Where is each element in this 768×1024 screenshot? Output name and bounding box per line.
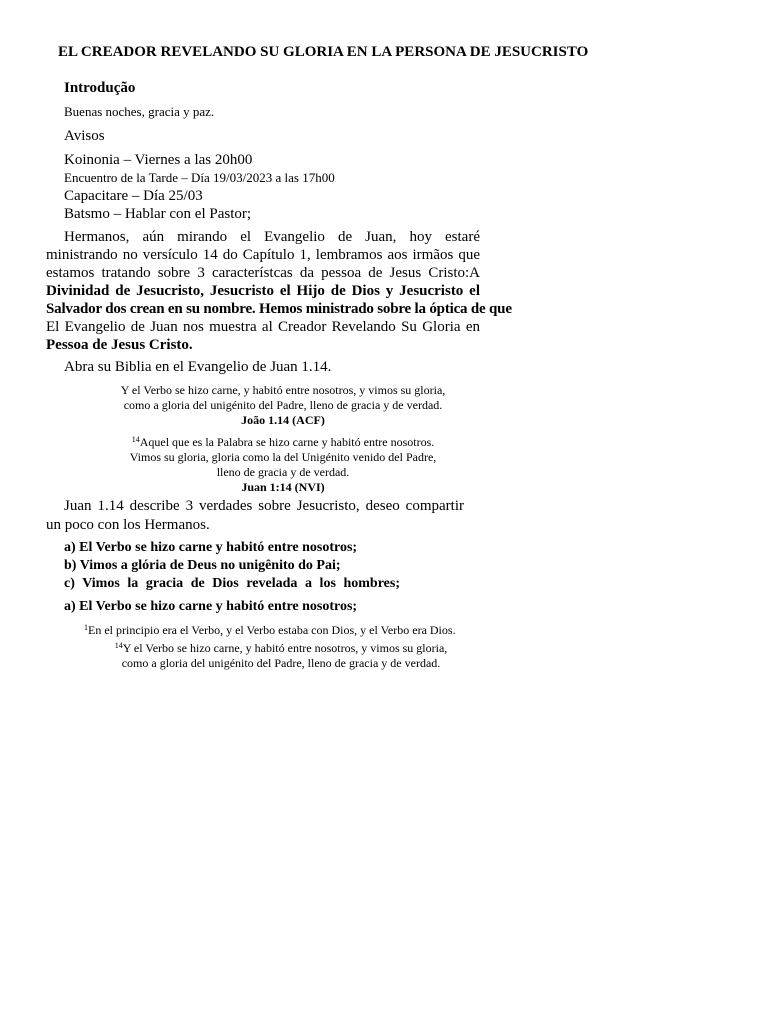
truth-item: c) Vimos la gracia de Dios revelada a los hombres;: [64, 576, 400, 591]
truth-item: b) Vimos a glória de Deus no unigênito do Pai;: [64, 558, 341, 573]
paragraph-line: estamos tratando sobre 3 característcas da pessoa de Jesus Cristo:A: [46, 265, 480, 281]
verse-reference: João 1.14 (ACF): [241, 413, 325, 427]
announcement-encuentro: Encuentro de la Tarde – Día 19/03/2023 a las 17h00: [64, 170, 335, 185]
paragraph-line-bold: Pessoa de Jesus Cristo.: [46, 337, 193, 353]
verse-number: 14: [114, 641, 123, 650]
verse-number: 1: [84, 623, 88, 632]
verse-text: En el principio era el Verbo, y el Verbo estaba con Dios, y el Verbo era Dios.: [88, 623, 456, 637]
intro-paragraph: [46, 228, 512, 354]
verse-line: Y el Verbo se hizo carne, y habitó entre nosotros, y vimos su gloria,: [120, 383, 446, 397]
paragraph-line: ministrando no versículo 14 do Capítulo 1, lembramos aos irmãos que: [46, 247, 480, 263]
paragraph-line-bold: Salvador dos crean en su nombre. Hemos ministrado sobre la óptica de que: [46, 301, 512, 317]
section-subheading: a) El Verbo se hizo carne y habitó entre nosotros;: [64, 599, 358, 614]
verse-1-1: [84, 623, 456, 638]
verse-block-acf: [100, 383, 466, 428]
announcement-batsmo: Batsmo – Hablar con el Pastor;: [64, 206, 252, 222]
truths-list: [64, 539, 400, 593]
verse-text: Y el Verbo se hizo carne, y habitó entre nosotros, y vimos su gloria,: [122, 641, 448, 655]
verse-line: [98, 638, 464, 656]
verse-line: Vimos su gloria, gloria como la del Unigénito venido del Padre,: [129, 450, 437, 464]
paragraph-line: Hermanos, aún mirando el Evangelio de Juan, hoy estaré: [64, 229, 480, 245]
announcement-capacitare: Capacitare – Día 25/03: [64, 188, 203, 204]
greeting-text: Buenas noches, gracia y paz.: [64, 104, 215, 119]
verse-line: como a gloria del unigénito del Padre, lleno de gracia y de verdad.: [123, 398, 443, 412]
verse-number: 14: [131, 435, 140, 444]
describe-line: un poco con los Hermanos.: [46, 517, 210, 533]
verse-reference: Juan 1:14 (NVI): [241, 480, 325, 494]
truth-item: a) El Verbo se hizo carne y habitó entre nosotros;: [64, 540, 358, 555]
announcement-koinonia: Koinonia – Viernes a las 20h00: [64, 152, 253, 168]
verse-line: como a gloria del unigénito del Padre, lleno de gracia y de verdad.: [121, 656, 441, 670]
paragraph-line-bold: Divinidad de Jesucristo, Jesucristo el Hijo de Dios y Jesucristo el: [46, 283, 480, 299]
verse-line: lleno de gracia y de verdad.: [216, 465, 350, 479]
verse-line: [100, 432, 466, 450]
verse-block-1-14: [98, 638, 464, 671]
avisos-label: Avisos: [64, 128, 105, 144]
describe-paragraph: [46, 497, 464, 535]
verse-block-nvi: [100, 432, 466, 495]
describe-line: Juan 1.14 describe 3 verdades sobre Jesucristo, deseo compartir: [64, 498, 464, 514]
intro-heading: Introdução: [64, 80, 136, 96]
document-title: EL CREADOR REVELANDO SU GLORIA EN LA PERSONA DE JESUCRISTO: [58, 44, 589, 60]
verse-text: Aquel que es la Palabra se hizo carne y habitó entre nosotros.: [139, 435, 435, 449]
paragraph-line: El Evangelio de Juan nos muestra al Creador Revelando Su Gloria en: [46, 319, 480, 335]
open-bible-instruction: Abra su Biblia en el Evangelio de Juan 1.14.: [64, 359, 332, 375]
